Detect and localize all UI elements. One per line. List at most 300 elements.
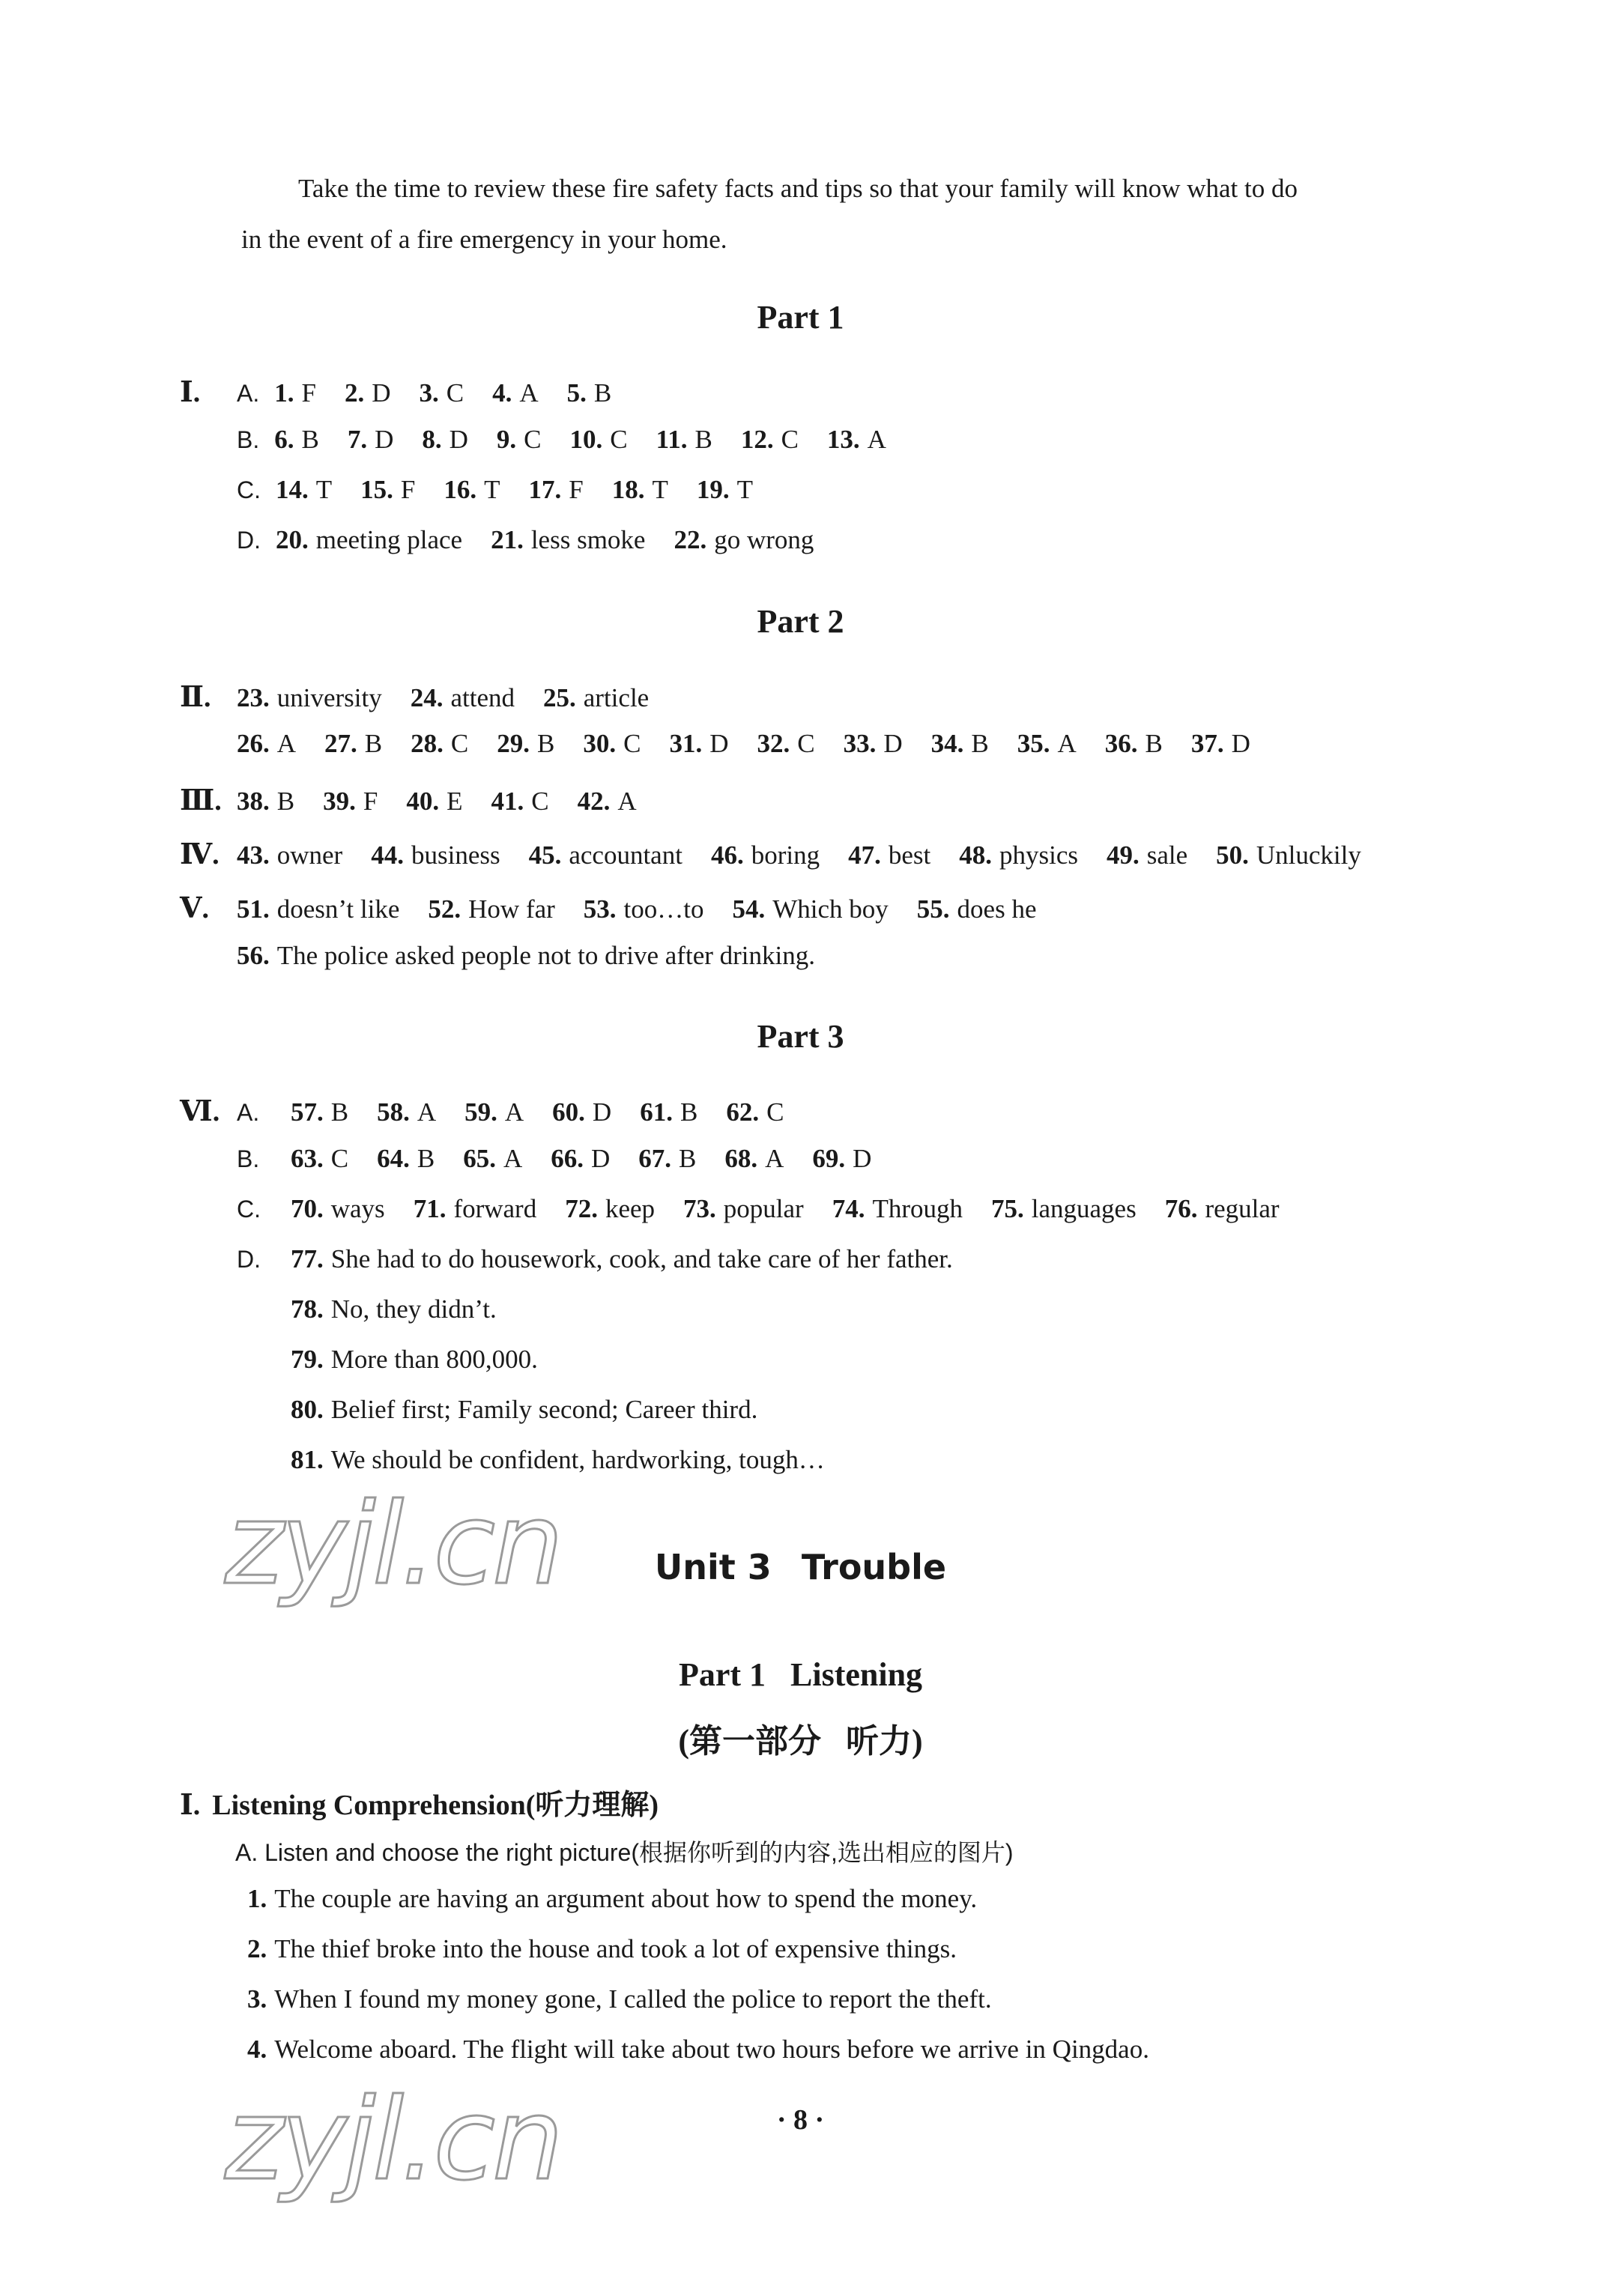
question-number: 20. <box>276 525 309 554</box>
answer-text: D <box>883 729 903 758</box>
watermark-lower: zyjl.cn <box>225 2075 561 2205</box>
question-number: 4. <box>247 2035 267 2064</box>
answer-text: C <box>623 729 641 758</box>
answer-item <box>377 1144 435 1174</box>
subsection-letter: A. <box>237 380 260 407</box>
answer-item <box>697 475 753 505</box>
listening-section-header <box>180 1781 659 1823</box>
answer-text: B <box>593 378 612 408</box>
part-2-heading: Part 2 <box>757 603 844 640</box>
answer-text: C <box>766 1097 784 1127</box>
answer-item <box>551 1144 610 1174</box>
question-number: 43. <box>237 840 270 870</box>
sentence-text: The couple are having an argument about how to spend the money. <box>274 1884 978 1913</box>
answer-item <box>237 787 294 817</box>
answer-text: A <box>1057 729 1077 758</box>
answer-text: F <box>301 378 316 408</box>
answer-text: forward <box>453 1194 537 1223</box>
answer-text: A <box>519 378 539 408</box>
question-number: 66. <box>551 1144 584 1173</box>
answer-item <box>848 840 930 870</box>
question-number: 61. <box>640 1097 673 1127</box>
answer-row <box>180 425 915 455</box>
answer-text: owner <box>276 840 343 870</box>
answer-item <box>726 1097 784 1127</box>
answer-text: C <box>524 425 542 454</box>
answer-text: Belief first; Family second; Career third. <box>330 1395 758 1424</box>
section-roman: Ⅱ. <box>180 682 211 713</box>
question-number: 40. <box>406 787 440 816</box>
question-number: 29. <box>497 729 530 758</box>
answer-text: B <box>679 1144 697 1173</box>
answer-item <box>724 1144 784 1174</box>
answer-item <box>844 729 903 759</box>
answer-item <box>411 683 515 713</box>
answer-text: go wrong <box>714 525 814 554</box>
question-number: 37. <box>1190 729 1224 758</box>
question-number: 27. <box>324 729 357 758</box>
answer-text: best <box>888 840 931 870</box>
question-number: 60. <box>552 1097 585 1127</box>
question-number: 38. <box>237 787 270 816</box>
answer-item <box>638 1144 696 1174</box>
answer-text: T <box>652 475 668 504</box>
answer-item <box>1107 840 1187 870</box>
answer-item <box>917 894 1037 924</box>
answer-row <box>180 375 640 409</box>
answer-text: doesn’t like <box>276 894 400 924</box>
answer-text: F <box>400 475 416 504</box>
answer-item <box>237 840 342 870</box>
question-number: 26. <box>237 729 270 758</box>
answer-row <box>180 679 677 714</box>
answer-item <box>669 729 728 759</box>
answer-text: accountant <box>569 840 683 870</box>
answer-text: physics <box>999 840 1078 870</box>
answer-item <box>1105 729 1163 759</box>
answer-item <box>345 378 391 408</box>
answer-item <box>464 1097 524 1127</box>
answer-item <box>428 894 554 924</box>
answer-item <box>291 1244 953 1274</box>
answer-text: D <box>372 378 391 408</box>
answer-row <box>180 941 844 971</box>
question-number: 24. <box>410 683 444 712</box>
question-number: 54. <box>732 894 766 924</box>
listening-item <box>247 1984 992 2014</box>
answer-item <box>491 525 645 555</box>
question-number: 81. <box>291 1445 324 1474</box>
question-number: 18. <box>611 475 645 504</box>
answer-item <box>1165 1194 1280 1224</box>
question-number: 79. <box>291 1345 324 1374</box>
question-number: 50. <box>1216 840 1249 870</box>
answer-item <box>1017 729 1077 759</box>
question-number: 15. <box>360 475 393 504</box>
question-number: 73. <box>683 1194 716 1223</box>
question-number: 1. <box>274 378 294 408</box>
answer-text: popular <box>723 1194 804 1223</box>
answer-item <box>543 683 649 713</box>
answer-item <box>414 1194 537 1224</box>
answer-text: More than 800,000. <box>330 1345 538 1374</box>
answer-item <box>552 1097 611 1127</box>
question-number: 63. <box>291 1144 324 1173</box>
answer-text: B <box>680 1097 698 1127</box>
question-number: 8. <box>422 425 442 454</box>
answer-text: B <box>417 1144 435 1173</box>
question-number: 53. <box>583 894 617 924</box>
question-number: 64. <box>377 1144 410 1173</box>
answer-item <box>497 729 554 759</box>
listening-item <box>247 1934 957 1964</box>
answer-text: B <box>1145 729 1163 758</box>
answer-text: B <box>971 729 989 758</box>
answer-text: F <box>363 787 378 816</box>
question-number: 41. <box>491 787 524 816</box>
answer-item <box>274 425 319 455</box>
question-number: 5. <box>566 378 587 408</box>
subsection-letter: A. <box>237 1099 260 1126</box>
question-number: 33. <box>843 729 877 758</box>
question-number: 28. <box>411 729 444 758</box>
answer-item <box>733 894 889 924</box>
answer-item <box>991 1194 1137 1224</box>
question-number: 72. <box>565 1194 598 1223</box>
answer-text: article <box>583 683 650 712</box>
answer-item <box>291 1395 757 1425</box>
answer-item <box>832 1194 963 1224</box>
answer-item <box>377 1097 436 1127</box>
section-roman: Ⅰ. <box>180 377 201 408</box>
answer-item <box>931 729 989 759</box>
answer-text: C <box>450 729 469 758</box>
answer-item <box>276 475 332 505</box>
question-number: 16. <box>444 475 477 504</box>
question-number: 31. <box>669 729 703 758</box>
answer-item <box>291 1194 385 1224</box>
subsection-letter: C. <box>237 476 261 503</box>
question-number: 71. <box>413 1194 447 1223</box>
answer-text: regular <box>1205 1194 1280 1223</box>
answer-item <box>406 787 462 817</box>
answer-item <box>291 1345 538 1375</box>
unit-part-title-cn: (第一部分 听力) <box>678 1723 923 1760</box>
answer-item <box>348 425 394 455</box>
answer-item <box>565 1194 655 1224</box>
question-number: 59. <box>464 1097 497 1127</box>
answer-text: C <box>446 378 464 408</box>
answer-item <box>291 1097 348 1127</box>
answer-row <box>180 783 665 817</box>
section-roman: Ⅰ. <box>180 1790 201 1821</box>
answer-text: attend <box>450 683 515 712</box>
section-title: Listening Comprehension(听力理解) <box>212 1790 659 1821</box>
answer-text: E <box>447 787 463 816</box>
question-number: 11. <box>656 425 688 454</box>
answer-text: keep <box>605 1194 656 1223</box>
answer-item <box>529 475 584 505</box>
answer-item <box>324 729 382 759</box>
answer-item <box>274 378 316 408</box>
answer-row <box>180 475 781 505</box>
answer-text: D <box>375 425 394 454</box>
subsection-letter: D. <box>237 527 261 554</box>
answer-item <box>411 729 468 759</box>
answer-item <box>492 378 539 408</box>
answer-item <box>683 1194 804 1224</box>
answer-item <box>371 840 500 870</box>
question-number: 67. <box>638 1144 672 1173</box>
answer-text: university <box>276 683 382 712</box>
answer-item <box>419 378 464 408</box>
question-number: 57. <box>291 1097 324 1127</box>
part-1-heading: Part 1 <box>757 299 844 336</box>
question-number: 56. <box>237 941 270 970</box>
answer-row <box>180 1395 786 1425</box>
answer-text: B <box>276 787 295 816</box>
answer-text: C <box>781 425 799 454</box>
answer-item <box>276 525 462 555</box>
answer-text: meeting place <box>315 525 463 554</box>
answer-text: B <box>694 425 712 454</box>
question-number: 2. <box>247 1934 267 1963</box>
subsection-letter: C. <box>237 1196 261 1223</box>
sentence-text: Welcome aboard. The flight will take about two hours before we arrive in Qingdao. <box>274 2035 1149 2064</box>
part-3-heading: Part 3 <box>757 1018 844 1055</box>
answer-item <box>583 729 641 759</box>
answer-row <box>180 525 842 555</box>
question-number: 68. <box>724 1144 758 1173</box>
question-number: 36. <box>1104 729 1138 758</box>
answer-row <box>180 1345 566 1375</box>
answer-item <box>959 840 1078 870</box>
answer-row <box>180 1445 853 1475</box>
answer-item <box>1216 840 1361 870</box>
answer-text: C <box>610 425 628 454</box>
answer-item <box>827 425 886 455</box>
answer-row <box>180 1094 812 1128</box>
answer-text: A <box>617 787 637 816</box>
answer-text: A <box>276 729 297 758</box>
question-number: 55. <box>916 894 950 924</box>
answer-item <box>237 729 296 759</box>
question-number: 21. <box>491 525 524 554</box>
answer-item <box>812 1144 871 1174</box>
sentence-text: The thief broke into the house and took a lot of expensive things. <box>274 1934 957 1963</box>
answer-text: A <box>765 1144 784 1173</box>
question-number: 58. <box>377 1097 410 1127</box>
question-number: 75. <box>991 1194 1024 1223</box>
section-roman: Ⅵ. <box>180 1096 220 1127</box>
answer-text: D <box>709 729 729 758</box>
answer-text: A <box>417 1097 437 1127</box>
question-number: 42. <box>577 787 611 816</box>
subsection-letter: D. <box>237 1246 261 1273</box>
answer-text: No, they didn’t. <box>330 1294 497 1324</box>
answer-item <box>741 425 799 455</box>
answer-text: The police asked people not to drive after drinking. <box>276 941 815 970</box>
subsection-letter: B. <box>237 426 260 453</box>
question-number: 17. <box>528 475 562 504</box>
answer-text: D <box>853 1144 872 1173</box>
answer-item <box>612 475 668 505</box>
unit-heading <box>0 1547 1601 1587</box>
answer-text: Which boy <box>772 894 889 924</box>
answer-text: B <box>537 729 555 758</box>
section-roman: Ⅳ. <box>180 839 220 870</box>
answer-row <box>180 1244 981 1274</box>
question-number: 62. <box>726 1097 760 1127</box>
question-number: 70. <box>291 1194 324 1223</box>
answer-item <box>291 1144 348 1174</box>
answer-text: C <box>797 729 815 758</box>
question-number: 45. <box>528 840 562 870</box>
question-number: 4. <box>492 378 512 408</box>
section-roman: Ⅲ. <box>180 785 222 817</box>
question-number: 80. <box>291 1395 324 1424</box>
answer-item <box>674 525 814 555</box>
question-number: 14. <box>276 475 309 504</box>
answer-item <box>578 787 637 817</box>
question-number: 49. <box>1106 840 1140 870</box>
question-number: 44. <box>371 840 404 870</box>
answer-text: T <box>315 475 333 504</box>
answer-text: We should be confident, hardworking, tough… <box>330 1445 825 1474</box>
answer-text: D <box>1231 729 1250 758</box>
question-number: 77. <box>291 1244 324 1273</box>
answer-item <box>570 425 628 455</box>
question-number: 78. <box>291 1294 324 1324</box>
question-number: 34. <box>930 729 964 758</box>
question-number: 48. <box>959 840 992 870</box>
answer-text: How far <box>468 894 555 924</box>
answer-row <box>180 837 1390 871</box>
question-number: 74. <box>832 1194 865 1223</box>
answer-item <box>491 787 548 817</box>
question-number: 7. <box>347 425 368 454</box>
answer-text: C <box>330 1144 349 1173</box>
question-number: 25. <box>543 683 576 712</box>
answer-text: B <box>301 425 319 454</box>
answer-item <box>291 1294 497 1324</box>
listening-item <box>247 2035 1149 2065</box>
answer-item <box>711 840 820 870</box>
question-number: 35. <box>1017 729 1050 758</box>
answer-text: F <box>569 475 584 504</box>
answer-item <box>757 729 815 759</box>
answer-text: Through <box>872 1194 963 1223</box>
answer-item <box>640 1097 697 1127</box>
answer-text: does he <box>957 894 1037 924</box>
answer-row <box>180 729 1279 759</box>
answer-text: C <box>531 787 549 816</box>
section-instruction: A. Listen and choose the right picture(根据你听到的内容,选出相应的图片) <box>235 1839 1014 1866</box>
question-number: 76. <box>1164 1194 1198 1223</box>
intro-line-1: Take the time to review these fire safety facts and tips so that your family will know what to do <box>298 174 1298 203</box>
question-number: 46. <box>710 840 744 870</box>
question-number: 2. <box>344 378 365 408</box>
answer-text: boring <box>751 840 820 870</box>
answer-text: B <box>330 1097 349 1127</box>
answer-row <box>180 891 1065 925</box>
answer-text: D <box>592 1097 612 1127</box>
answer-item <box>529 840 683 870</box>
answer-row <box>180 1144 900 1174</box>
answer-text: A <box>504 1097 524 1127</box>
answer-text: She had to do housework, cook, and take care of her father. <box>330 1244 953 1273</box>
answer-item <box>360 475 415 505</box>
answer-row <box>180 1194 1308 1224</box>
question-number: 32. <box>757 729 790 758</box>
answer-text: T <box>484 475 500 504</box>
listening-item <box>247 1884 977 1914</box>
answer-text: ways <box>330 1194 385 1223</box>
sentence-text: When I found my money gone, I called the police to report the theft. <box>274 1984 992 2014</box>
answer-text: B <box>364 729 383 758</box>
answer-text: less smoke <box>530 525 646 554</box>
answer-text: T <box>736 475 753 504</box>
subsection-letter: B. <box>237 1145 260 1172</box>
question-number: 10. <box>569 425 603 454</box>
answer-text: A <box>867 425 886 454</box>
unit-label: Unit 3 <box>654 1547 772 1587</box>
answer-text: D <box>591 1144 611 1173</box>
answer-item <box>237 894 399 924</box>
answer-item <box>444 475 500 505</box>
answer-text: Unluckily <box>1256 840 1361 870</box>
question-number: 51. <box>237 894 270 924</box>
question-number: 22. <box>674 525 707 554</box>
answer-item <box>323 787 378 817</box>
unit-name: Trouble <box>801 1547 947 1587</box>
question-number: 23. <box>237 683 270 712</box>
answer-item <box>656 425 712 455</box>
answer-item <box>584 894 704 924</box>
answer-item <box>291 1445 825 1475</box>
unit-part-title: Part 1 Listening <box>678 1656 923 1693</box>
answer-item <box>237 683 382 713</box>
question-number: 39. <box>323 787 356 816</box>
watermark-upper: zyjl.cn <box>225 1479 561 1610</box>
answer-item <box>422 425 468 455</box>
answer-row <box>180 1294 525 1324</box>
answer-text: languages <box>1031 1194 1137 1223</box>
section-roman: Ⅴ. <box>180 893 209 924</box>
question-number: 65. <box>463 1144 496 1173</box>
question-number: 13. <box>826 425 860 454</box>
question-number: 3. <box>247 1984 267 2014</box>
answer-item <box>237 941 815 971</box>
question-number: 9. <box>496 425 517 454</box>
answer-item <box>497 425 542 455</box>
question-number: 47. <box>848 840 881 870</box>
answer-item <box>567 378 612 408</box>
question-number: 19. <box>696 475 730 504</box>
question-number: 3. <box>419 378 439 408</box>
answer-item <box>463 1144 522 1174</box>
question-number: 1. <box>247 1884 267 1913</box>
question-number: 12. <box>740 425 774 454</box>
intro-line-2: in the event of a fire emergency in your home. <box>241 225 727 254</box>
answer-text: too…to <box>623 894 704 924</box>
answer-item <box>1191 729 1250 759</box>
question-number: 30. <box>583 729 617 758</box>
question-number: 6. <box>274 425 294 454</box>
answer-text: D <box>449 425 468 454</box>
page-number: · 8 · <box>776 2104 825 2136</box>
question-number: 69. <box>812 1144 846 1173</box>
